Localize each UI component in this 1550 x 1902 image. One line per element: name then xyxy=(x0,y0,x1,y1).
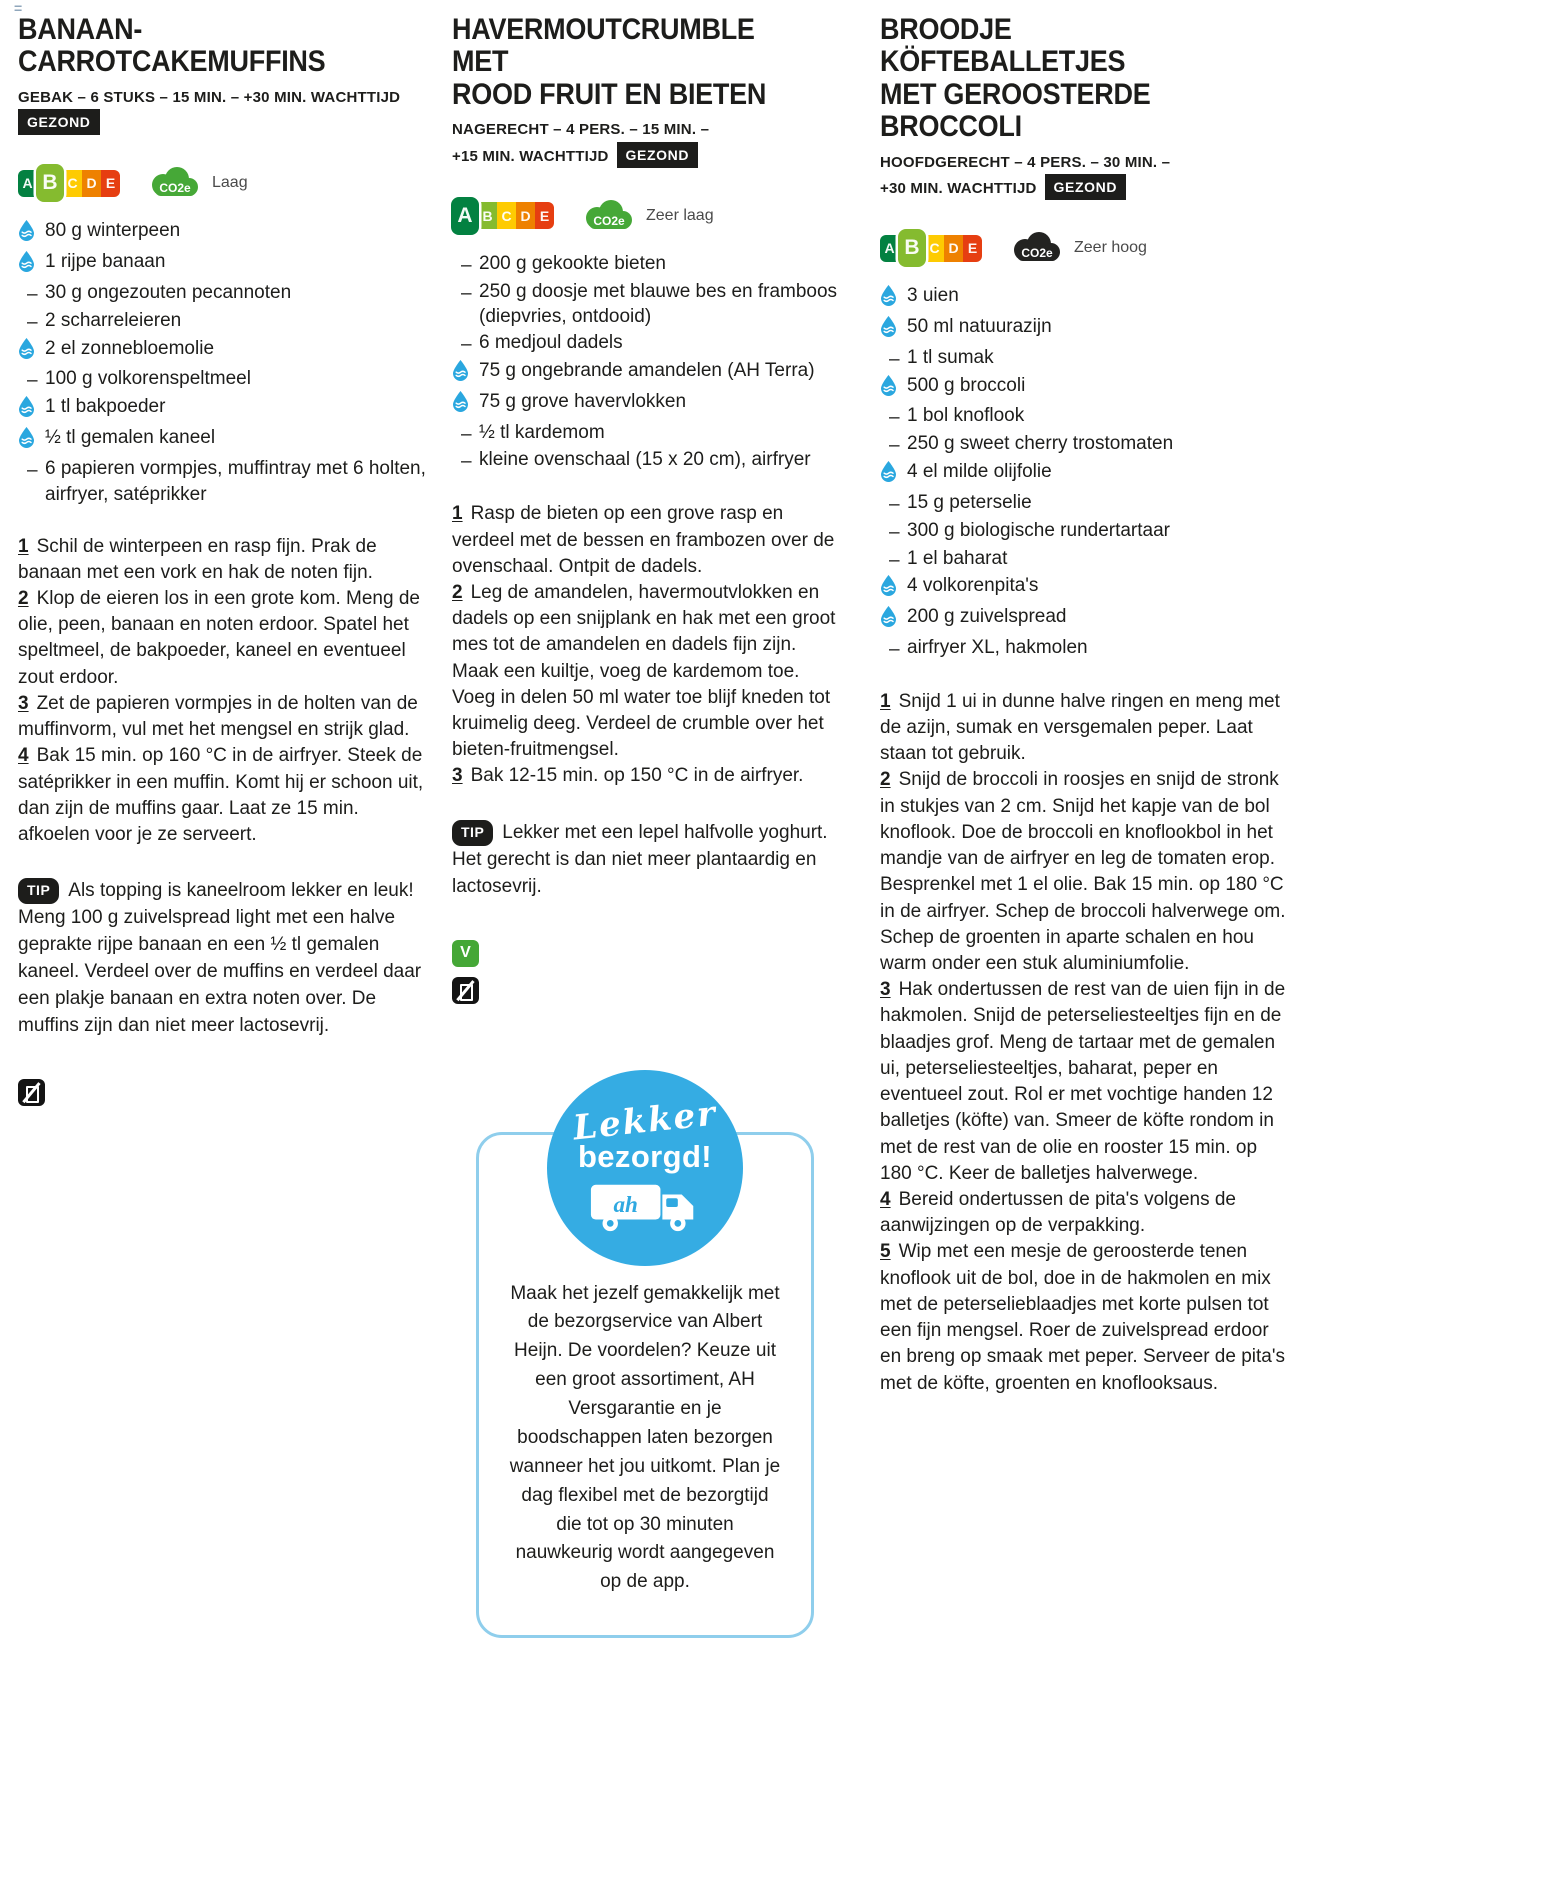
ingredient-text: 100 g volkorenspeltmeel xyxy=(45,368,251,390)
ingredient-list xyxy=(880,283,1292,663)
dash-bullet: – xyxy=(889,435,900,457)
ingredient-text: 250 g doosje met blauwe bes en framboos (diepvries, ontdooid) xyxy=(479,280,838,328)
diet-icon xyxy=(452,940,479,967)
dash-bullet: – xyxy=(889,348,900,370)
ingredient-text: airfryer XL, hakmolen xyxy=(907,637,1088,658)
recipe-meta: NAGERECHT – 4 PERS. – 15 MIN. – xyxy=(452,121,710,139)
ingredient-row xyxy=(452,251,838,279)
delivery-badge xyxy=(547,1070,743,1266)
step xyxy=(880,689,1292,768)
droplet-icon xyxy=(880,316,897,337)
dash-bullet: – xyxy=(461,423,472,445)
step-text: Zet de papieren vormpjes in de holten van de muffinvorm, vul met het mengsel en strijk glad. xyxy=(18,692,418,741)
ingredient-text: ½ tl gemalen kaneel xyxy=(45,427,216,449)
nutriscore-letter: B xyxy=(898,229,926,267)
svg-text:ah: ah xyxy=(613,1191,638,1218)
step-text: Leg de amandelen, havermoutvlokken en dadels op een snijplank en hak met een groot mes tot de amandelen en dadels fijn zijn. Maak een kuiltje, voeg de kardemom toe. Voeg in delen 50 ml water toe blijf kneden tot kruimelig deeg. Verdeel de crumble over het bieten-fruitmengsel. xyxy=(452,581,836,761)
recipe-meta-row: +15 MIN. WACHTTIJD GEZOND xyxy=(452,143,838,169)
nutriscore-letter: E xyxy=(101,170,120,197)
ingredient-row xyxy=(452,420,838,448)
step xyxy=(880,977,1292,1187)
diet-icons xyxy=(452,937,479,1004)
diet-icon xyxy=(452,977,479,1004)
step-number: 4 xyxy=(880,1188,891,1210)
tip-badge: TIP xyxy=(452,820,493,846)
droplet-icon xyxy=(18,396,35,417)
nutrition-block xyxy=(18,1076,430,1106)
recipe-title: HAVERMOUTCRUMBLE MET ROOD FRUIT EN BIETEN xyxy=(452,13,767,111)
step-text: Bereid ondertussen de pita's volgens de aanwijzingen op de verpakking. xyxy=(880,1188,1236,1237)
ingredient-row xyxy=(880,546,1292,574)
ingredient-row xyxy=(452,389,838,420)
ingredient-text: 6 medjoul dadels xyxy=(479,332,623,354)
step-text: Wip met een mesje de geroosterde tenen knoflook uit de bol, doe in de hakmolen en mix met de peterselieblaadjes met korte pulsen tot een fijn mengsel. Roer de zuivelspread erdoor en breng op smaak met peper. Serveer de pita's met de köfte, groenten en knoflooksaus. xyxy=(880,1241,1285,1394)
ingredient-text: 4 volkorenpita's xyxy=(907,575,1039,597)
step-text: Schil de winterpeen en rasp fijn. Prak de banaan met een vork en hak de noten fijn. xyxy=(18,535,377,583)
step-number: 1 xyxy=(452,503,463,525)
health-badge: GEZOND xyxy=(617,142,699,168)
dash-bullet: – xyxy=(889,407,900,429)
ingredient-row xyxy=(880,373,1292,404)
nutriscore-letter: E xyxy=(535,202,554,229)
recipe-column-crumble xyxy=(452,14,838,1638)
recipe-meta: GEBAK – 6 STUKS – 15 MIN. – +30 MIN. WACHTTIJD xyxy=(18,88,401,106)
ingredient-row xyxy=(452,358,838,389)
delivery-truck-icon xyxy=(586,1179,704,1235)
health-badge: GEZOND xyxy=(1045,174,1127,200)
droplet-icon xyxy=(452,391,469,412)
ingredient-text: 6 papieren vormpjes, muffintray met 6 holten, airfryer, satéprikker xyxy=(45,457,426,505)
ingredient-row xyxy=(18,425,430,456)
ingredient-text: 75 g ongebrande amandelen (AH Terra) xyxy=(479,359,815,381)
dash-bullet: – xyxy=(461,282,472,304)
ingredient-text: 1 el baharat xyxy=(907,547,1008,569)
step-text: Klop de eieren los in een grote kom. Meng de olie, peen, banaan en noten erdoor. Spatel het speltmeel, de bakpoeder, kaneel en eventueel zout erdoor. xyxy=(18,588,420,688)
step xyxy=(452,763,838,789)
dash-bullet: – xyxy=(461,451,472,473)
dash-bullet: – xyxy=(889,521,900,543)
tip xyxy=(452,820,838,901)
ingredient-text: 4 el milde olijfolie xyxy=(907,461,1052,483)
step-number: 1 xyxy=(18,535,29,557)
recipe-column-kofte xyxy=(880,14,1292,1433)
step-text: Bak 15 min. op 160 °C in de airfryer. Steek de satéprikker in een muffin. Komt hij er schoon uit, dan zijn de muffins gaar. Laat ze 15 min. afkoelen voor je ze serveert. xyxy=(18,745,424,845)
ingredient-row xyxy=(18,308,430,336)
nutriscore-label xyxy=(452,197,554,235)
ingredient-text: 200 g zuivelspread xyxy=(907,606,1067,628)
dash-bullet: – xyxy=(27,459,38,481)
step-text: Snijd 1 ui in dunne halve ringen en meng met de azijn, sumak en versgemalen peper. Laat staan tot gebruik. xyxy=(880,690,1280,765)
ingredient-text: 30 g ongezouten pecannoten xyxy=(45,281,292,303)
droplet-icon xyxy=(880,461,897,482)
ingredient-row xyxy=(18,249,430,280)
ingredient-row xyxy=(880,459,1292,490)
ingredient-row xyxy=(880,403,1292,431)
delivery-badge-script: Lekker xyxy=(571,1093,719,1149)
ingredient-row xyxy=(880,345,1292,373)
co2-cloud-icon xyxy=(144,164,202,202)
steps xyxy=(880,689,1292,1397)
ingredient-row xyxy=(18,218,430,249)
nutriscore-letter: C xyxy=(497,202,516,229)
nutriscore-letter: B xyxy=(478,202,497,229)
nutriscore-letter: D xyxy=(82,170,101,197)
ingredient-text: 1 rijpe banaan xyxy=(45,251,166,273)
step xyxy=(18,691,430,743)
droplet-icon xyxy=(880,375,897,396)
recipe-title: BANAAN-CARROTCAKEMUFFINS xyxy=(18,13,326,79)
ingredient-row xyxy=(18,456,430,508)
nutriscore-letter: C xyxy=(63,170,82,197)
ingredient-text: 80 g winterpeen xyxy=(45,220,181,242)
tip-text: Als topping is kaneelroom lekker en leuk! Meng 100 g zuivelspread light met een halve geprakte rijpe banaan en een ½ tl gemalen kaneel. Verdeel over de muffins en verdeel daar een plakje banaan en extra noten over. De muffins zijn dan niet meer lactosevrij. xyxy=(18,880,422,1037)
ingredient-row xyxy=(880,431,1292,459)
step-number: 4 xyxy=(18,745,29,767)
step-text: Hak ondertussen de rest van de uien fijn in de hakmolen. Snijd de peterseliesteeltjes fijn en de blaadjes grof. Meng de tartaar met de gemalen ui, peterseliesteeltjes, baharat, peper en eventueel zout. Rol er met vochtige handen 12 balletjes (köfte) van. Smeer de köfte rondom in met de rest van de olie en rooster 15 min. op 180 °C. Keer de balletjes halverwege. xyxy=(880,979,1286,1184)
co2-label: Laag xyxy=(212,174,248,192)
nutriscore-letter: B xyxy=(36,164,64,202)
ingredient-row xyxy=(880,314,1292,345)
svg-text:CO2e: CO2e xyxy=(1021,246,1053,261)
step-number: 5 xyxy=(880,1241,891,1263)
droplet-icon xyxy=(18,427,35,448)
nutriscore-letter: A xyxy=(451,197,479,235)
ingredient-row xyxy=(880,573,1292,604)
droplet-icon xyxy=(18,220,35,241)
ingredient-list xyxy=(452,251,838,476)
svg-text:CO2e: CO2e xyxy=(159,181,191,196)
recipe-meta-row: +30 MIN. WACHTTIJD GEZOND xyxy=(880,175,1292,201)
ingredient-text: 2 el zonnebloemolie xyxy=(45,337,215,359)
step xyxy=(18,586,430,691)
nutriscore-label xyxy=(18,164,120,202)
co2-cloud-icon xyxy=(578,197,636,235)
step-number: 1 xyxy=(880,690,891,712)
ingredient-row xyxy=(452,330,838,358)
ingredient-text: 15 g peterselie xyxy=(907,491,1032,513)
nutriscore-letter: A xyxy=(880,235,899,262)
ingredient-text: 250 g sweet cherry trostomaten xyxy=(907,433,1174,455)
ingredient-row xyxy=(452,279,838,331)
nutriscore-letter: D xyxy=(944,235,963,262)
step-number: 3 xyxy=(452,765,463,787)
step-number: 2 xyxy=(452,581,463,603)
ingredient-row xyxy=(880,604,1292,635)
svg-text:CO2e: CO2e xyxy=(593,213,625,228)
step xyxy=(880,1187,1292,1239)
step-number: 2 xyxy=(18,588,29,609)
ingredient-row xyxy=(880,635,1292,663)
droplet-icon xyxy=(452,360,469,381)
tip-badge: TIP xyxy=(18,878,59,904)
recipe-meta: HOOFDGERECHT – 4 PERS. – 30 MIN. – xyxy=(880,153,1171,171)
step xyxy=(18,743,430,848)
recipe-column-muffins xyxy=(18,14,430,1106)
ingredient-text: 1 tl bakpoeder xyxy=(45,396,166,418)
step xyxy=(880,1239,1292,1396)
delivery-text: Maak het jezelf gemakkelijk met de bezorgservice van Albert Heijn. De voordelen? Keuze uit een groot assortiment, AH Versgarantie en je boodschappen laten bezorgen wanneer het jou uitkomt. Plan je dag flexibel met de bezorgtijd die tot op 30 minuten nauwkeurig wordt aangegeven op de app. xyxy=(509,1282,781,1593)
dash-bullet: – xyxy=(461,334,472,356)
tip-text: Lekker met een lepel halfvolle yoghurt. Het gerecht is dan niet meer plantaardig en lactosevrij. xyxy=(452,821,828,897)
ingredient-text: 75 g grove havervlokken xyxy=(479,390,687,412)
nutrition-block xyxy=(452,937,838,1004)
delivery-badge-bold: bezorgd! xyxy=(577,1138,713,1174)
ingredient-row xyxy=(452,447,838,475)
tip xyxy=(18,878,430,1040)
droplet-icon xyxy=(880,575,897,596)
dash-bullet: – xyxy=(27,311,38,333)
step-text: Snijd de broccoli in roosjes en snijd de stronk in stukjes van 2 cm. Snijd het kapje van de bol knoflook. Doe de broccoli en knoflookbol in het mandje van de airfryer en leg de tomaten erop. Besprenkel met 1 el olie. Bak 15 min. op 180 °C in de airfryer. Schep de broccoli halverwege om. Schep de groenten in aparte schalen en hou warm onder een stuk aluminiumfolie. xyxy=(880,769,1286,975)
droplet-icon xyxy=(18,251,35,272)
ingredient-row xyxy=(880,518,1292,546)
ingredient-row xyxy=(18,280,430,308)
diet-icons xyxy=(18,1076,45,1106)
ingredient-text: 300 g biologische rundertartaar xyxy=(907,519,1171,541)
nutriscore-label xyxy=(880,229,982,267)
ingredient-text: 3 uien xyxy=(907,285,959,307)
recipe-title: BROODJE KÖFTEBALLETJES MET GEROOSTERDE BROCCOLI xyxy=(880,13,1151,144)
dash-bullet: – xyxy=(27,283,38,305)
steps xyxy=(452,501,838,789)
dash-bullet: – xyxy=(889,549,900,571)
ingredient-row xyxy=(880,490,1292,518)
droplet-icon xyxy=(880,285,897,306)
step-number: 2 xyxy=(880,769,891,791)
step xyxy=(880,767,1292,977)
dash-bullet: – xyxy=(461,254,472,276)
co2-label: Zeer laag xyxy=(646,206,714,224)
ingredient-row xyxy=(880,283,1292,314)
ingredient-text: 2 scharreleieren xyxy=(45,309,182,331)
labels-row xyxy=(452,195,838,237)
ingredient-text: 500 g broccoli xyxy=(907,374,1026,396)
step xyxy=(18,534,430,586)
recipe-meta-row xyxy=(18,110,430,136)
ingredient-text: 50 ml natuurazijn xyxy=(907,315,1052,337)
health-badge: GEZOND xyxy=(18,109,100,135)
co2-label: Zeer hoog xyxy=(1074,239,1147,257)
co2-cloud-icon xyxy=(1006,229,1064,267)
dash-bullet: – xyxy=(27,370,38,392)
step-number: 3 xyxy=(18,692,29,714)
ingredient-text: 1 bol knoflook xyxy=(907,405,1025,427)
ingredient-text: 200 g gekookte bieten xyxy=(479,252,666,274)
nutriscore-letter: D xyxy=(516,202,535,229)
ingredient-text: 1 tl sumak xyxy=(907,346,994,368)
nutriscore-letter: E xyxy=(963,235,982,262)
step-text: Bak 12-15 min. op 150 °C in de airfryer. xyxy=(470,765,804,787)
ingredient-row xyxy=(18,366,430,394)
droplet-icon xyxy=(18,338,35,359)
diet-icon xyxy=(18,1079,45,1106)
droplet-icon xyxy=(880,606,897,627)
dash-bullet: – xyxy=(889,493,900,515)
step-number: 3 xyxy=(880,979,891,1001)
nutriscore-letter: C xyxy=(925,235,944,262)
labels-row xyxy=(880,227,1292,269)
page-corner-mark: = xyxy=(14,0,23,16)
ingredient-text: kleine ovenschaal (15 x 20 cm), airfryer xyxy=(479,449,811,471)
delivery-promo xyxy=(452,1093,838,1639)
ingredient-row xyxy=(18,336,430,367)
dash-bullet: – xyxy=(889,639,900,660)
steps xyxy=(18,534,430,849)
ingredient-text: ½ tl kardemom xyxy=(479,421,605,443)
labels-row xyxy=(18,162,430,204)
step xyxy=(452,501,838,580)
ingredient-list xyxy=(18,218,430,507)
ingredient-row xyxy=(18,394,430,425)
step-text: Rasp de bieten op een grove rasp en verdeel met de bessen en frambozen over de ovenschaal. Ontpit de dadels. xyxy=(452,503,835,577)
step xyxy=(452,580,838,764)
nutriscore-letter: A xyxy=(18,170,37,197)
